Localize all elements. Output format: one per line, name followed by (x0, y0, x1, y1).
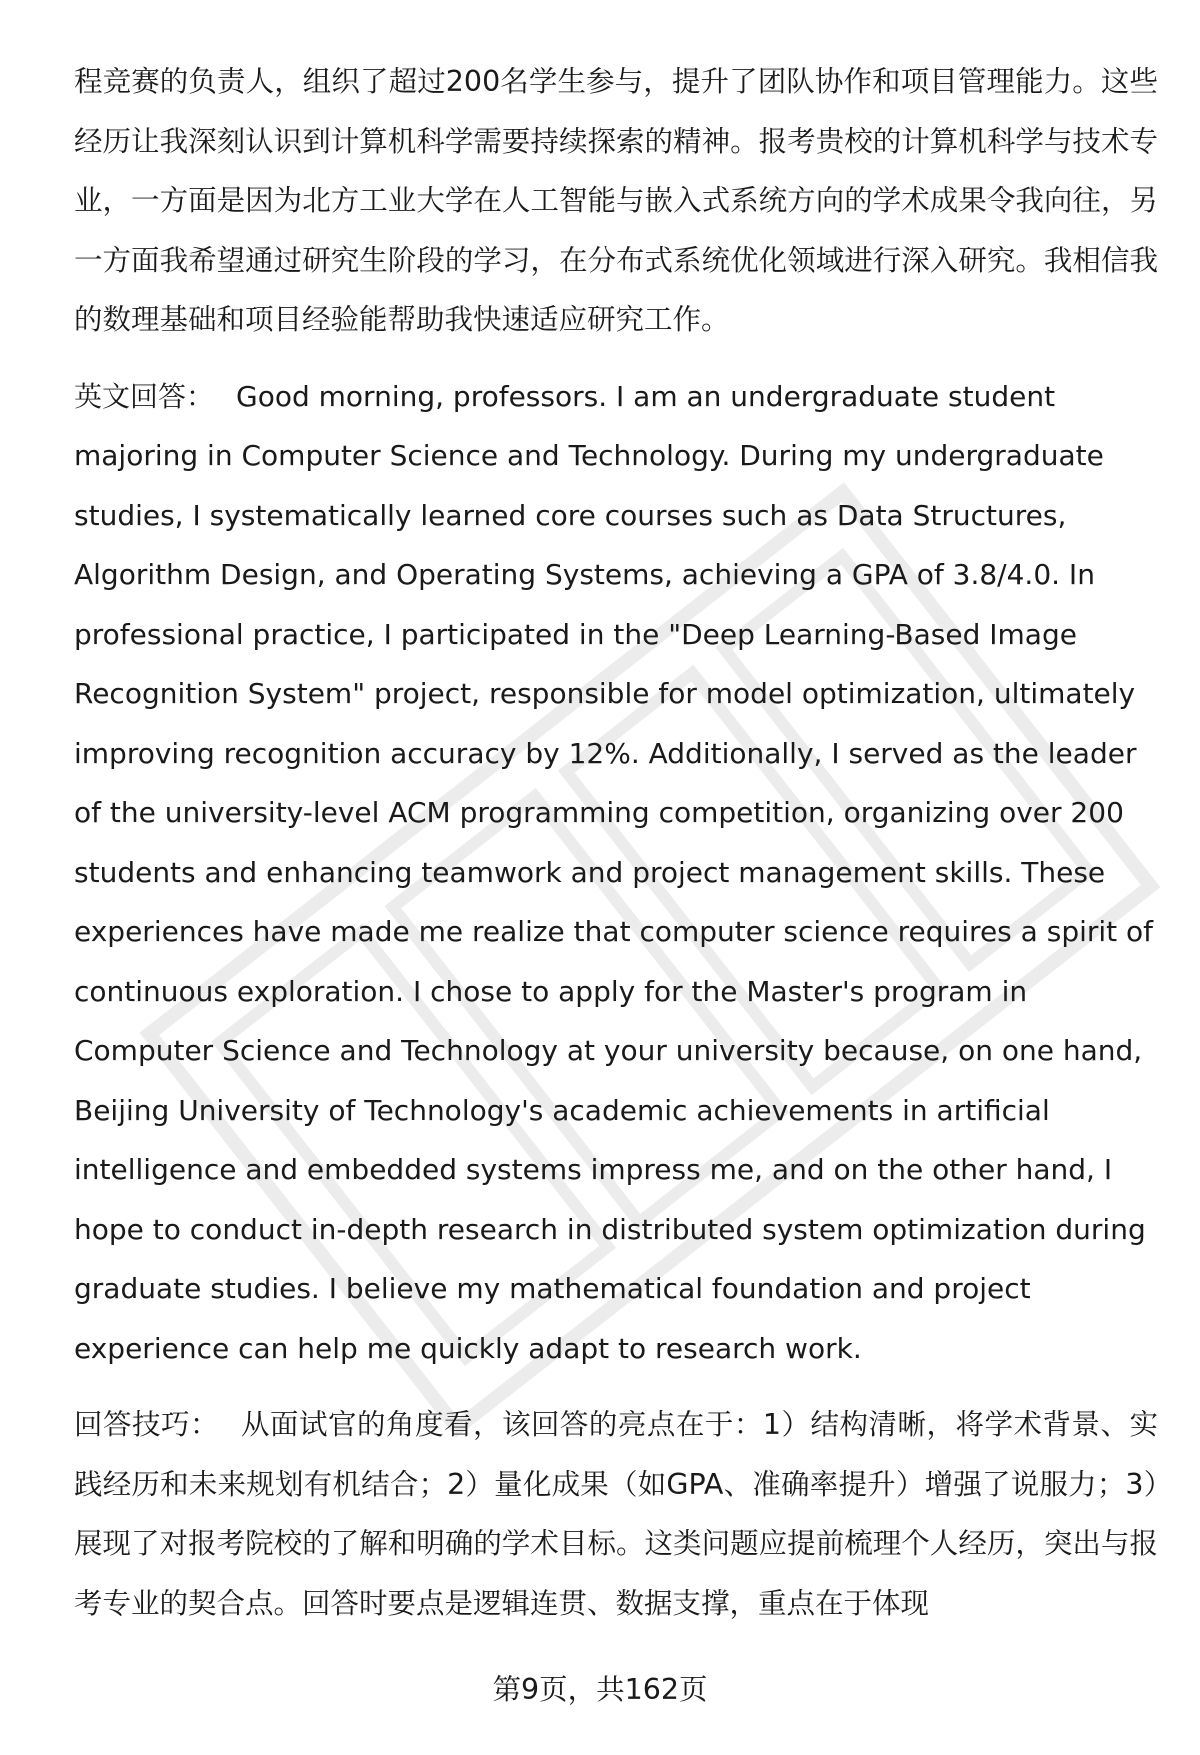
answer-tips-label: 回答技巧： (74, 1408, 219, 1441)
page-number-footer: 第9页，共162页 (492, 1673, 708, 1706)
english-answer-label: 英文回答： (74, 379, 215, 413)
english-answer-text: Good morning, professors. I am an undergraduate student majoring in Computer Science and Technology. During my undergraduate studies, I systematically learned core courses such as Data Structures, Algorithm Design, and Operating Systems, achieving a GPA of 3.8/4.0. In professional practice, I participated in the "Deep Learning-Based Image Recognition System" project, responsible for model optimization, ultimately improving recognition accuracy by 12%. Additionally, I served as the leader of the university-level ACM programming competition, organizing over 200 students and enhancing teamwork and project management skills. These experiences have made me realize that computer science requires a spirit of continuous exploration. I chose to apply for the Master's program in Computer Science and Technology at your university because, on one hand, Beijing University of Technology's academic achievements in artificial intelligence and embedded systems impress me, and on the other hand, I hope to conduct in-depth research in distributed system optimization during graduate studies. I believe my mathematical foundation and project experience can help me quickly adapt to research work. (74, 379, 1154, 1365)
answer-tips-paragraph (74, 1395, 1158, 1633)
answer-tips-text: 从面试官的角度看，该回答的亮点在于：1）结构清晰，将学术背景、实践经历和未来规划有机结合；2）量化成果（如GPA、准确率提升）增强了说服力；3）展现了对报考院校的了解和明确的学术目标。这类问题应提前梳理个人经历，突出与报考专业的契合点。回答时要点是逻辑连贯、数据支撑，重点在于体现 (74, 1408, 1158, 1620)
main-content (74, 52, 1158, 1633)
chinese-answer-continuation: 程竞赛的负责人，组织了超过200名学生参与，提升了团队协作和项目管理能力。这些经历让我深刻认识到计算机科学需要持续探索的精神。报考贵校的计算机科学与技术专业，一方面是因为北方工业大学在人工智能与嵌入式系统方向的学术成果令我向往，另一方面我希望通过研究生阶段的学习，在分布式系统优化领域进行深入研究。我相信我的数理基础和项目经验能帮助我快速适应研究工作。 (74, 65, 1158, 336)
english-answer-paragraph (74, 367, 1158, 1379)
